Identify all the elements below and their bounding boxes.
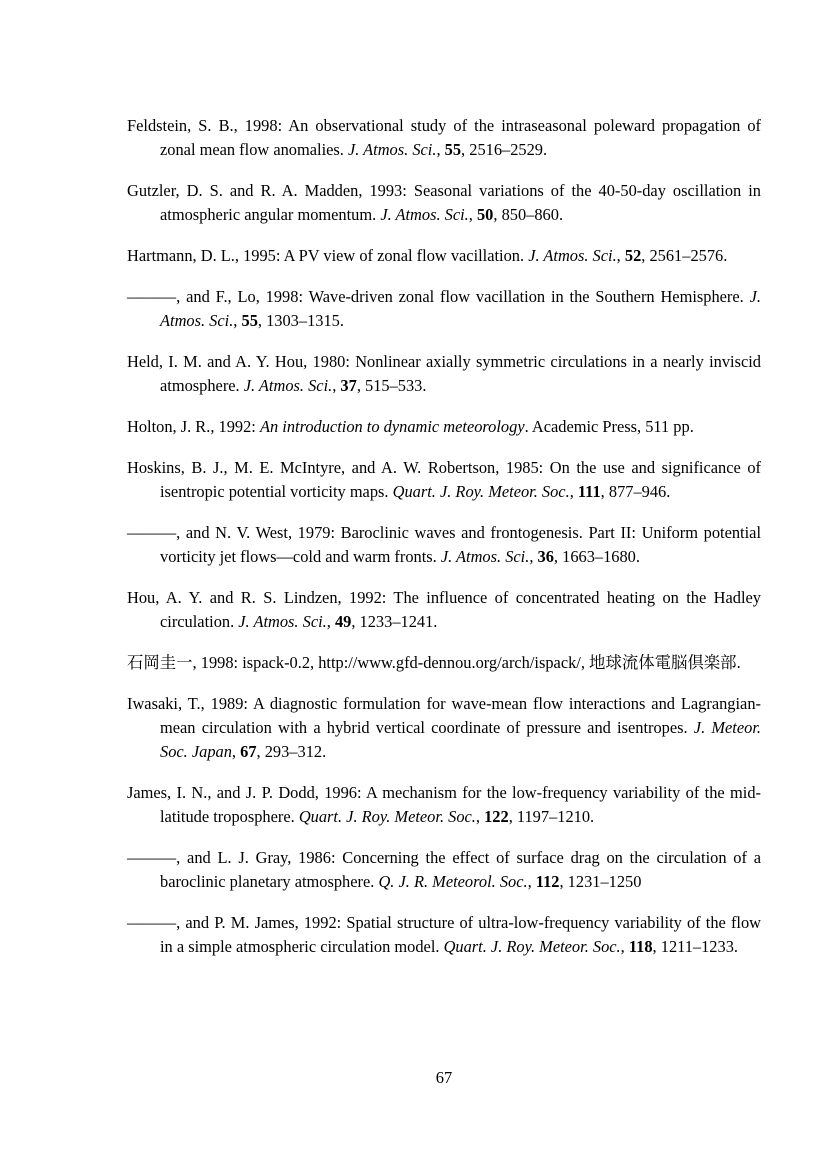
reference-text-segment: Feldstein, S. B., 1998: An observational study of the intraseasonal poleward propagation of zonal mean flow anomalies. [127, 116, 761, 159]
reference-text-segment: 石岡圭一, 1998: ispack-0.2, http://www.gfd-dennou.org/arch/ispack/, 地球流体電脳倶楽部. [127, 653, 741, 672]
reference-text-segment: J. Atmos. Sci. [160, 287, 761, 330]
reference-text-segment: Hou, A. Y. and R. S. Lindzen, 1992: The influence of concentrated heating on the Hadley circulation. [127, 588, 761, 631]
reference-text-segment: Gutzler, D. S. and R. A. Madden, 1993: Seasonal variations of the 40-50-day oscillation in atmospheric angular momentum. [127, 181, 761, 224]
reference-text-segment: James, I. N., and J. P. Dodd, 1996: A mechanism for the low-frequency variability of the mid-latitude troposphere. [127, 783, 761, 826]
reference-text-segment: , [616, 246, 625, 265]
reference-text-segment: Q. J. R. Meteorol. Soc. [378, 872, 528, 891]
reference-text-segment: Quart. J. Roy. Meteor. Soc. [443, 937, 621, 956]
reference-text-segment: , 2516–2529. [461, 140, 548, 159]
reference-text-segment: ———, and P. M. James, 1992: Spatial structure of ultra-low-frequency variability of the flow in a simple atmospheric circulation model. [127, 913, 761, 956]
reference-text-segment: , 1197–1210. [508, 807, 595, 826]
reference-text-segment: Quart. J. Roy. Meteor. Soc. [298, 807, 476, 826]
reference-item [127, 415, 761, 439]
reference-text-segment: , [527, 872, 536, 891]
reference-item [127, 456, 761, 504]
reference-text-segment: , [529, 547, 538, 566]
reference-text-segment: 37 [340, 376, 357, 395]
reference-text-segment: , [332, 376, 341, 395]
reference-text-segment: J. Atmos. Sci. [528, 246, 617, 265]
reference-text-segment: , 877–946. [600, 482, 671, 501]
reference-item [127, 521, 761, 569]
reference-text-segment: ———, and F., Lo, 1998: Wave-driven zonal flow vacillation in the Southern Hemisphere. [127, 287, 750, 306]
reference-text-segment: , [233, 311, 242, 330]
reference-item [127, 586, 761, 634]
reference-item [127, 692, 761, 764]
reference-text-segment: J. Atmos. Sci. [238, 612, 327, 631]
page-number: 67 [435, 1068, 453, 1087]
reference-text-segment: , 2561–2576. [641, 246, 728, 265]
reference-item [127, 285, 761, 333]
reference-text-segment: , [475, 807, 485, 826]
reference-text-segment: , 293–312. [256, 742, 327, 761]
reference-text-segment: Hartmann, D. L., 1995: A PV view of zonal flow vacillation. [127, 246, 529, 265]
reference-text-segment: An introduction to dynamic meteorology [259, 417, 525, 436]
reference-text-segment: Iwasaki, T., 1989: A diagnostic formulation for wave-mean flow interactions and Lagrangian-mean circulation with a hybrid vertical coordinate of pressure and isentropes. [127, 694, 761, 737]
reference-text-segment: 118 [628, 937, 653, 956]
reference-item [127, 244, 761, 268]
reference-text-segment: , 1233–1241. [351, 612, 438, 631]
reference-text-segment: , [326, 612, 335, 631]
reference-text-segment: 55 [241, 311, 258, 330]
reference-text-segment: ———, and N. V. West, 1979: Baroclinic waves and frontogenesis. Part II: Uniform potential vorticity jet flows—cold and warm fronts. [127, 523, 761, 566]
reference-text-segment: , 1303–1315. [257, 311, 344, 330]
reference-text-segment: Quart. J. Roy. Meteor. Soc. [392, 482, 570, 501]
references-list [127, 114, 761, 976]
reference-text-segment: J. Atmos. Sci. [440, 547, 530, 566]
reference-text-segment: . Academic Press, 511 pp. [524, 417, 694, 436]
reference-item [127, 781, 761, 829]
reference-text-segment: J. Atmos. Sci. [347, 140, 437, 159]
reference-text-segment: 122 [484, 807, 509, 826]
reference-text-segment: 55 [444, 140, 462, 159]
reference-text-segment: , [231, 742, 241, 761]
reference-text-segment: Held, I. M. and A. Y. Hou, 1980: Nonlinear axially symmetric circulations in a nearly inviscid atmosphere. [127, 352, 761, 395]
reference-text-segment: , 850–860. [493, 205, 564, 224]
reference-text-segment: 36 [537, 547, 554, 566]
reference-text-segment: 50 [476, 205, 494, 224]
reference-item [127, 179, 761, 227]
reference-item [127, 114, 761, 162]
reference-text-segment: , 1663–1680. [553, 547, 640, 566]
reference-item [127, 350, 761, 398]
reference-text-segment: , [620, 937, 629, 956]
reference-text-segment: 67 [240, 742, 257, 761]
reference-text-segment: Hoskins, B. J., M. E. McIntyre, and A. W. Robertson, 1985: On the use and significance of isentropic potential vorticity maps. [127, 458, 761, 501]
reference-text-segment: 111 [577, 482, 601, 501]
reference-text-segment: , [436, 140, 445, 159]
reference-text-segment: J. Meteor. Soc. Japan [160, 718, 761, 761]
reference-text-segment: , 1231–1250 [559, 872, 642, 891]
reference-text-segment: 112 [535, 872, 560, 891]
reference-text-segment: J. Atmos. Sci. [243, 376, 333, 395]
reference-text-segment: ———, and L. J. Gray, 1986: Concerning the effect of surface drag on the circulation of a baroclinic planetary atmosphere. [127, 848, 761, 891]
reference-text-segment: J. Atmos. Sci. [380, 205, 469, 224]
reference-text-segment: 52 [624, 246, 642, 265]
reference-item [127, 846, 761, 894]
reference-item [127, 651, 761, 675]
reference-text-segment: 49 [334, 612, 352, 631]
reference-text-segment: , 515–533. [356, 376, 427, 395]
reference-text-segment: , [569, 482, 578, 501]
reference-text-segment: , [468, 205, 477, 224]
reference-text-segment: , 1211–1233. [652, 937, 738, 956]
reference-text-segment: Holton, J. R., 1992: [127, 417, 260, 436]
reference-item [127, 911, 761, 959]
